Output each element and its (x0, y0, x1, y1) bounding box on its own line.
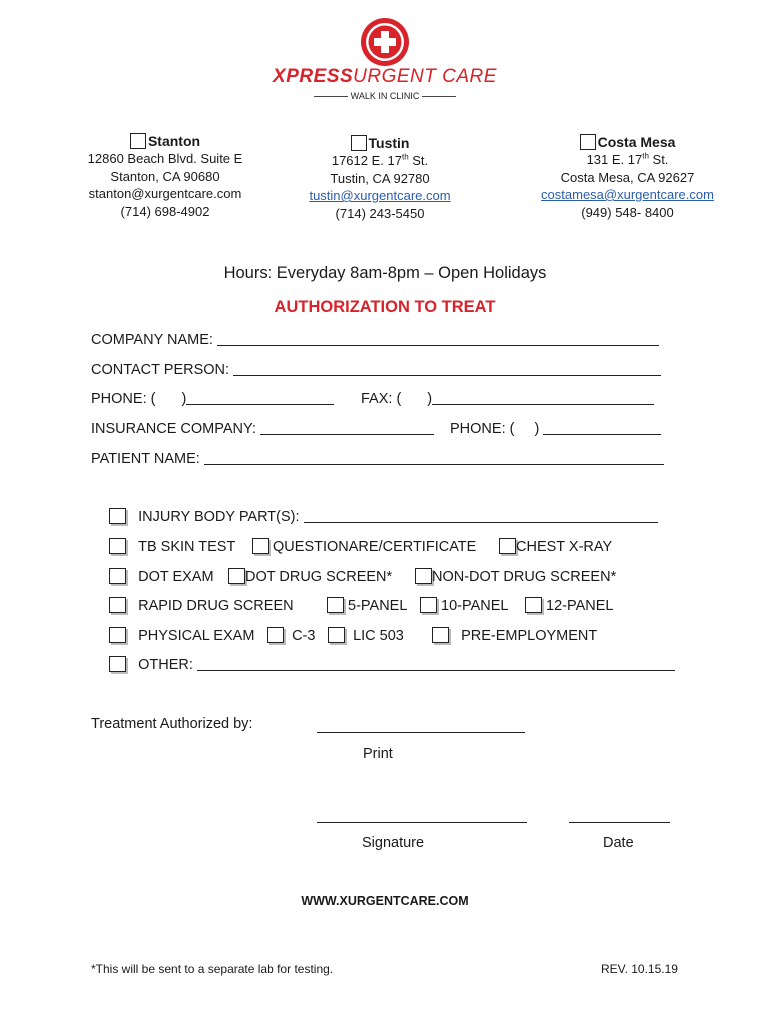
footnote: *This will be sent to a separate lab for testing. (91, 962, 334, 976)
dot-drug-screen-option[interactable]: DOT DRUG SCREEN* (228, 568, 392, 585)
injury-body-part-option[interactable]: INJURY BODY PART(S): (109, 508, 658, 525)
treatment-authorized-label: Treatment Authorized by: (91, 716, 253, 732)
date-line[interactable] (569, 822, 670, 823)
other-option[interactable]: OTHER: (109, 656, 675, 673)
12-panel-option[interactable]: 12-PANEL (525, 597, 613, 614)
location-stanton: Stanton 12860 Beach Blvd. Suite E Stanton, CA 90680 stanton@xurgentcare.com (714) 698-4902 (40, 132, 290, 220)
non-dot-drug-screen-option[interactable]: NON-DOT DRUG SCREEN* (415, 568, 616, 585)
insurance-phone-field[interactable]: PHONE: ( ) (450, 420, 661, 437)
questionare-checkbox[interactable] (252, 538, 269, 554)
print-line[interactable] (317, 732, 525, 733)
stanton-phone: (714) 698-4902 (120, 203, 210, 219)
website-link[interactable]: WWW.XURGENTCARE.COM (301, 894, 469, 908)
location-tustin: Tustin 17612 E. 17th St. Tustin, CA 92780 tustin@xurgentcare.com (714) 243-5450 (255, 134, 505, 222)
chest-xray-checkbox[interactable] (499, 538, 516, 554)
insurance-company-field[interactable]: INSURANCE COMPANY: (91, 420, 434, 437)
tb-skin-test-option[interactable]: TB SKIN TEST (109, 538, 235, 555)
12-panel-checkbox[interactable] (525, 597, 542, 613)
10-panel-option[interactable]: 10-PANEL (420, 597, 508, 614)
lic503-option[interactable]: LIC 503 (328, 627, 404, 644)
tustin-phone: (714) 243-5450 (335, 205, 425, 221)
dot-exam-option[interactable]: DOT EXAM (109, 568, 214, 585)
physical-exam-option[interactable]: PHYSICAL EXAM (109, 627, 254, 644)
costa-mesa-phone: (949) 548- 8400 (581, 204, 674, 220)
page-title: AUTHORIZATION TO TREAT (274, 298, 496, 316)
date-label: Date (603, 835, 634, 851)
rapid-drug-screen-checkbox[interactable] (109, 597, 126, 613)
costa-mesa-checkbox[interactable] (580, 134, 596, 150)
brand-tagline: WALK IN CLINIC (0, 91, 770, 101)
pre-employment-option[interactable]: PRE-EMPLOYMENT (432, 627, 597, 644)
revision: REV. 10.15.19 (601, 962, 678, 976)
hours: Hours: Everyday 8am-8pm – Open Holidays (223, 264, 547, 282)
stanton-checkbox[interactable] (130, 133, 146, 149)
rapid-drug-screen-option[interactable]: RAPID DRUG SCREEN (109, 597, 294, 614)
signature-label: Signature (362, 835, 425, 851)
lic503-checkbox[interactable] (328, 627, 345, 643)
physical-exam-checkbox[interactable] (109, 627, 126, 643)
contact-person-field[interactable]: CONTACT PERSON: (91, 361, 661, 378)
pre-employment-checkbox[interactable] (432, 627, 449, 643)
fax-field[interactable]: FAX: ( ) (361, 390, 654, 407)
print-label: Print (363, 746, 393, 762)
tustin-email-link[interactable]: tustin@xurgentcare.com (309, 188, 451, 203)
5-panel-checkbox[interactable] (327, 597, 344, 613)
10-panel-checkbox[interactable] (420, 597, 437, 613)
5-panel-option[interactable]: 5-PANEL (327, 597, 407, 614)
stanton-email: stanton@xurgentcare.com (88, 186, 242, 201)
c3-option[interactable]: C-3 (267, 627, 315, 644)
brand-name: XPRESSURGENT CARE (273, 66, 497, 87)
tustin-checkbox[interactable] (351, 135, 367, 151)
dot-drug-screen-checkbox[interactable] (228, 568, 245, 584)
costa-mesa-email-link[interactable]: costamesa@xurgentcare.com (541, 187, 714, 202)
c3-checkbox[interactable] (267, 627, 284, 643)
signature-line[interactable] (317, 822, 527, 823)
dot-exam-checkbox[interactable] (109, 568, 126, 584)
injury-checkbox[interactable] (109, 508, 126, 524)
questionare-option[interactable]: QUESTIONARE/CERTIFICATE (252, 538, 476, 555)
non-dot-drug-screen-checkbox[interactable] (415, 568, 432, 584)
location-costa-mesa: Costa Mesa 131 E. 17th St. Costa Mesa, CA 92627 costamesa@xurgentcare.com (949) 548- 8400 (500, 133, 755, 221)
other-checkbox[interactable] (109, 656, 126, 672)
chest-xray-option[interactable]: CHEST X-RAY (499, 538, 612, 555)
company-name-field[interactable]: COMPANY NAME: (91, 331, 659, 348)
phone-field[interactable]: PHONE: ( ) (91, 390, 334, 407)
tb-skin-test-checkbox[interactable] (109, 538, 126, 554)
patient-name-field[interactable]: PATIENT NAME: (91, 450, 664, 467)
